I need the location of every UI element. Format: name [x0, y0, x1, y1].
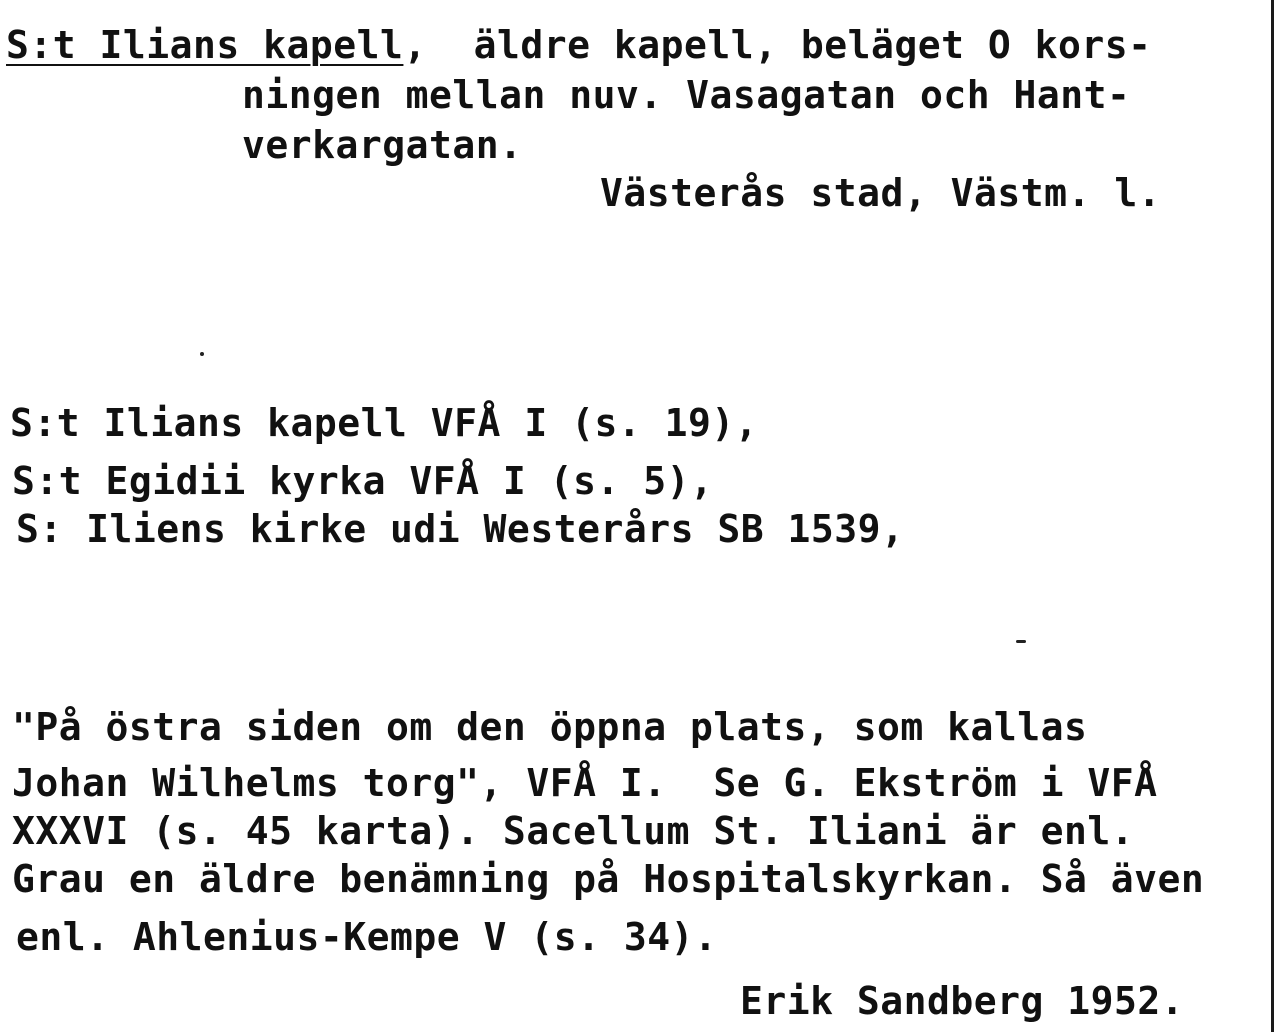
form-line: S:t Ilians kapell VFÅ I (s. 19), — [10, 401, 759, 445]
note-line: Johan Wilhelms torg", VFÅ I. Se G. Ekström i VFÅ — [12, 761, 1158, 805]
speck — [200, 352, 204, 356]
heading-line-3: verkargatan. — [242, 123, 523, 167]
note-line: "På östra siden om den öppna plats, som kallas — [12, 705, 1088, 749]
form-line: S: Iliens kirke udi Westerårs SB 1539, — [16, 507, 905, 551]
form-line: S:t Egidii kyrka VFÅ I (s. 5), — [12, 459, 714, 503]
card-edge — [1271, 0, 1274, 1032]
signature: Erik Sandberg 1952. — [740, 979, 1185, 1023]
headword: S:t Ilians kapell — [6, 23, 404, 67]
heading-line-1 — [6, 22, 1152, 68]
heading-line-2: ningen mellan nuv. Vasagatan och Hant- — [242, 73, 1131, 117]
speck — [1016, 640, 1026, 643]
note-line: enl. Ahlenius-Kempe V (s. 34). — [16, 915, 718, 959]
note-line: XXXVI (s. 45 karta). Sacellum St. Iliani är enl. — [12, 809, 1135, 853]
note-line: Grau en äldre benämning på Hospitalskyrkan. Så även — [12, 857, 1205, 901]
heading-line-1-rest: , äldre kapell, beläget O kors- — [403, 23, 1152, 67]
location-line: Västerås stad, Västm. l. — [600, 171, 1162, 215]
